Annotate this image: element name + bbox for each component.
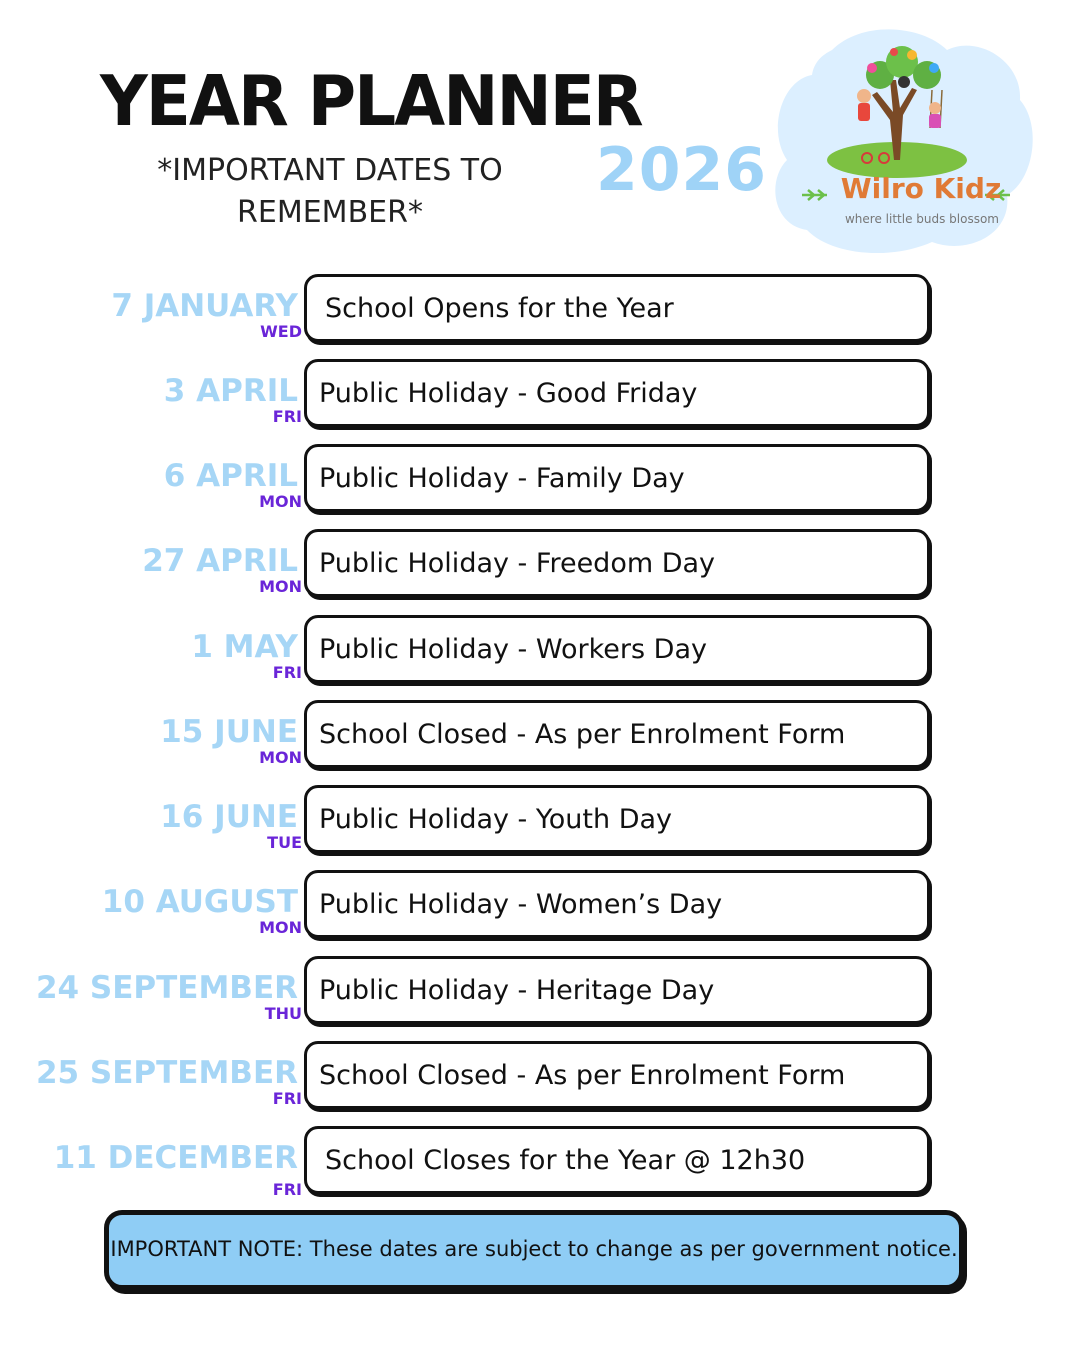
event-box <box>304 870 930 938</box>
flower <box>907 50 917 60</box>
important-note-box <box>104 1210 964 1290</box>
event-description: Public Holiday - Freedom Day <box>319 548 716 579</box>
event-row <box>0 615 1080 691</box>
swing-child-body <box>929 114 941 128</box>
event-box <box>304 359 930 427</box>
event-weekday: MON <box>259 492 302 511</box>
important-note-text: IMPORTANT NOTE: These dates are subject to change as per government notice. <box>110 1237 958 1261</box>
event-description: School Closes for the Year @ 12h30 <box>325 1145 806 1176</box>
event-date: 10 AUGUST <box>101 884 298 920</box>
subtitle-line-2: REMEMBER* <box>237 195 423 230</box>
event-box <box>304 956 930 1024</box>
event-description: Public Holiday - Youth Day <box>319 804 673 835</box>
event-weekday: MON <box>259 748 302 767</box>
event-description: Public Holiday - Women’s Day <box>319 889 723 920</box>
event-date: 7 JANUARY <box>111 288 298 324</box>
event-description: Public Holiday - Workers Day <box>319 634 707 665</box>
event-box <box>304 1126 930 1194</box>
event-row <box>0 700 1080 776</box>
event-date: 11 DECEMBER <box>53 1140 298 1176</box>
logo-name: Wilro Kidz <box>840 172 1002 205</box>
ball <box>898 76 910 88</box>
event-row <box>0 785 1080 861</box>
event-weekday: MON <box>259 918 302 937</box>
event-description: School Closed - As per Enrolment Form <box>319 719 846 750</box>
event-description: School Closed - As per Enrolment Form <box>319 1060 846 1091</box>
swing-child-head <box>929 102 941 114</box>
event-description: Public Holiday - Heritage Day <box>319 975 715 1006</box>
event-weekday: WED <box>260 322 302 341</box>
event-weekday: MON <box>259 577 302 596</box>
event-box <box>304 444 930 512</box>
year-label: 2026 <box>596 135 767 205</box>
page-subtitle <box>120 150 540 234</box>
event-weekday: FRI <box>272 1089 302 1108</box>
flower <box>867 63 877 73</box>
subtitle-line-1: *IMPORTANT DATES TO <box>157 153 503 188</box>
event-row <box>0 1041 1080 1117</box>
event-weekday: FRI <box>272 407 302 426</box>
event-description: School Opens for the Year <box>325 293 674 324</box>
event-row <box>0 956 1080 1032</box>
event-date: 3 APRIL <box>163 373 298 409</box>
event-box <box>304 1041 930 1109</box>
event-box <box>304 785 930 853</box>
page-title: YEAR PLANNER <box>100 61 642 142</box>
event-box <box>304 529 930 597</box>
event-weekday: FRI <box>272 1180 302 1199</box>
logo-tagline: where little buds blossom <box>844 212 999 226</box>
event-row <box>0 359 1080 435</box>
event-box <box>304 274 930 342</box>
event-date: 24 SEPTEMBER <box>35 970 298 1006</box>
event-weekday: FRI <box>272 663 302 682</box>
event-description: Public Holiday - Good Friday <box>319 378 698 409</box>
event-row <box>0 870 1080 946</box>
event-date: 6 APRIL <box>163 458 298 494</box>
event-date: 15 JUNE <box>160 714 298 750</box>
event-date: 16 JUNE <box>160 799 298 835</box>
flower <box>929 63 939 73</box>
event-row <box>0 529 1080 605</box>
child-body <box>858 103 870 121</box>
event-box <box>304 615 930 683</box>
event-date: 27 APRIL <box>142 543 298 579</box>
event-weekday: THU <box>264 1004 302 1023</box>
wilro-kidz-logo <box>772 20 1040 256</box>
child-head <box>857 89 871 103</box>
event-weekday: TUE <box>267 833 302 852</box>
event-row <box>0 444 1080 520</box>
event-row <box>0 1126 1080 1202</box>
event-row <box>0 274 1080 350</box>
event-date: 25 SEPTEMBER <box>35 1055 298 1091</box>
event-description: Public Holiday - Family Day <box>319 463 685 494</box>
flower <box>890 48 898 56</box>
event-box <box>304 700 930 768</box>
event-date: 1 MAY <box>191 629 298 665</box>
